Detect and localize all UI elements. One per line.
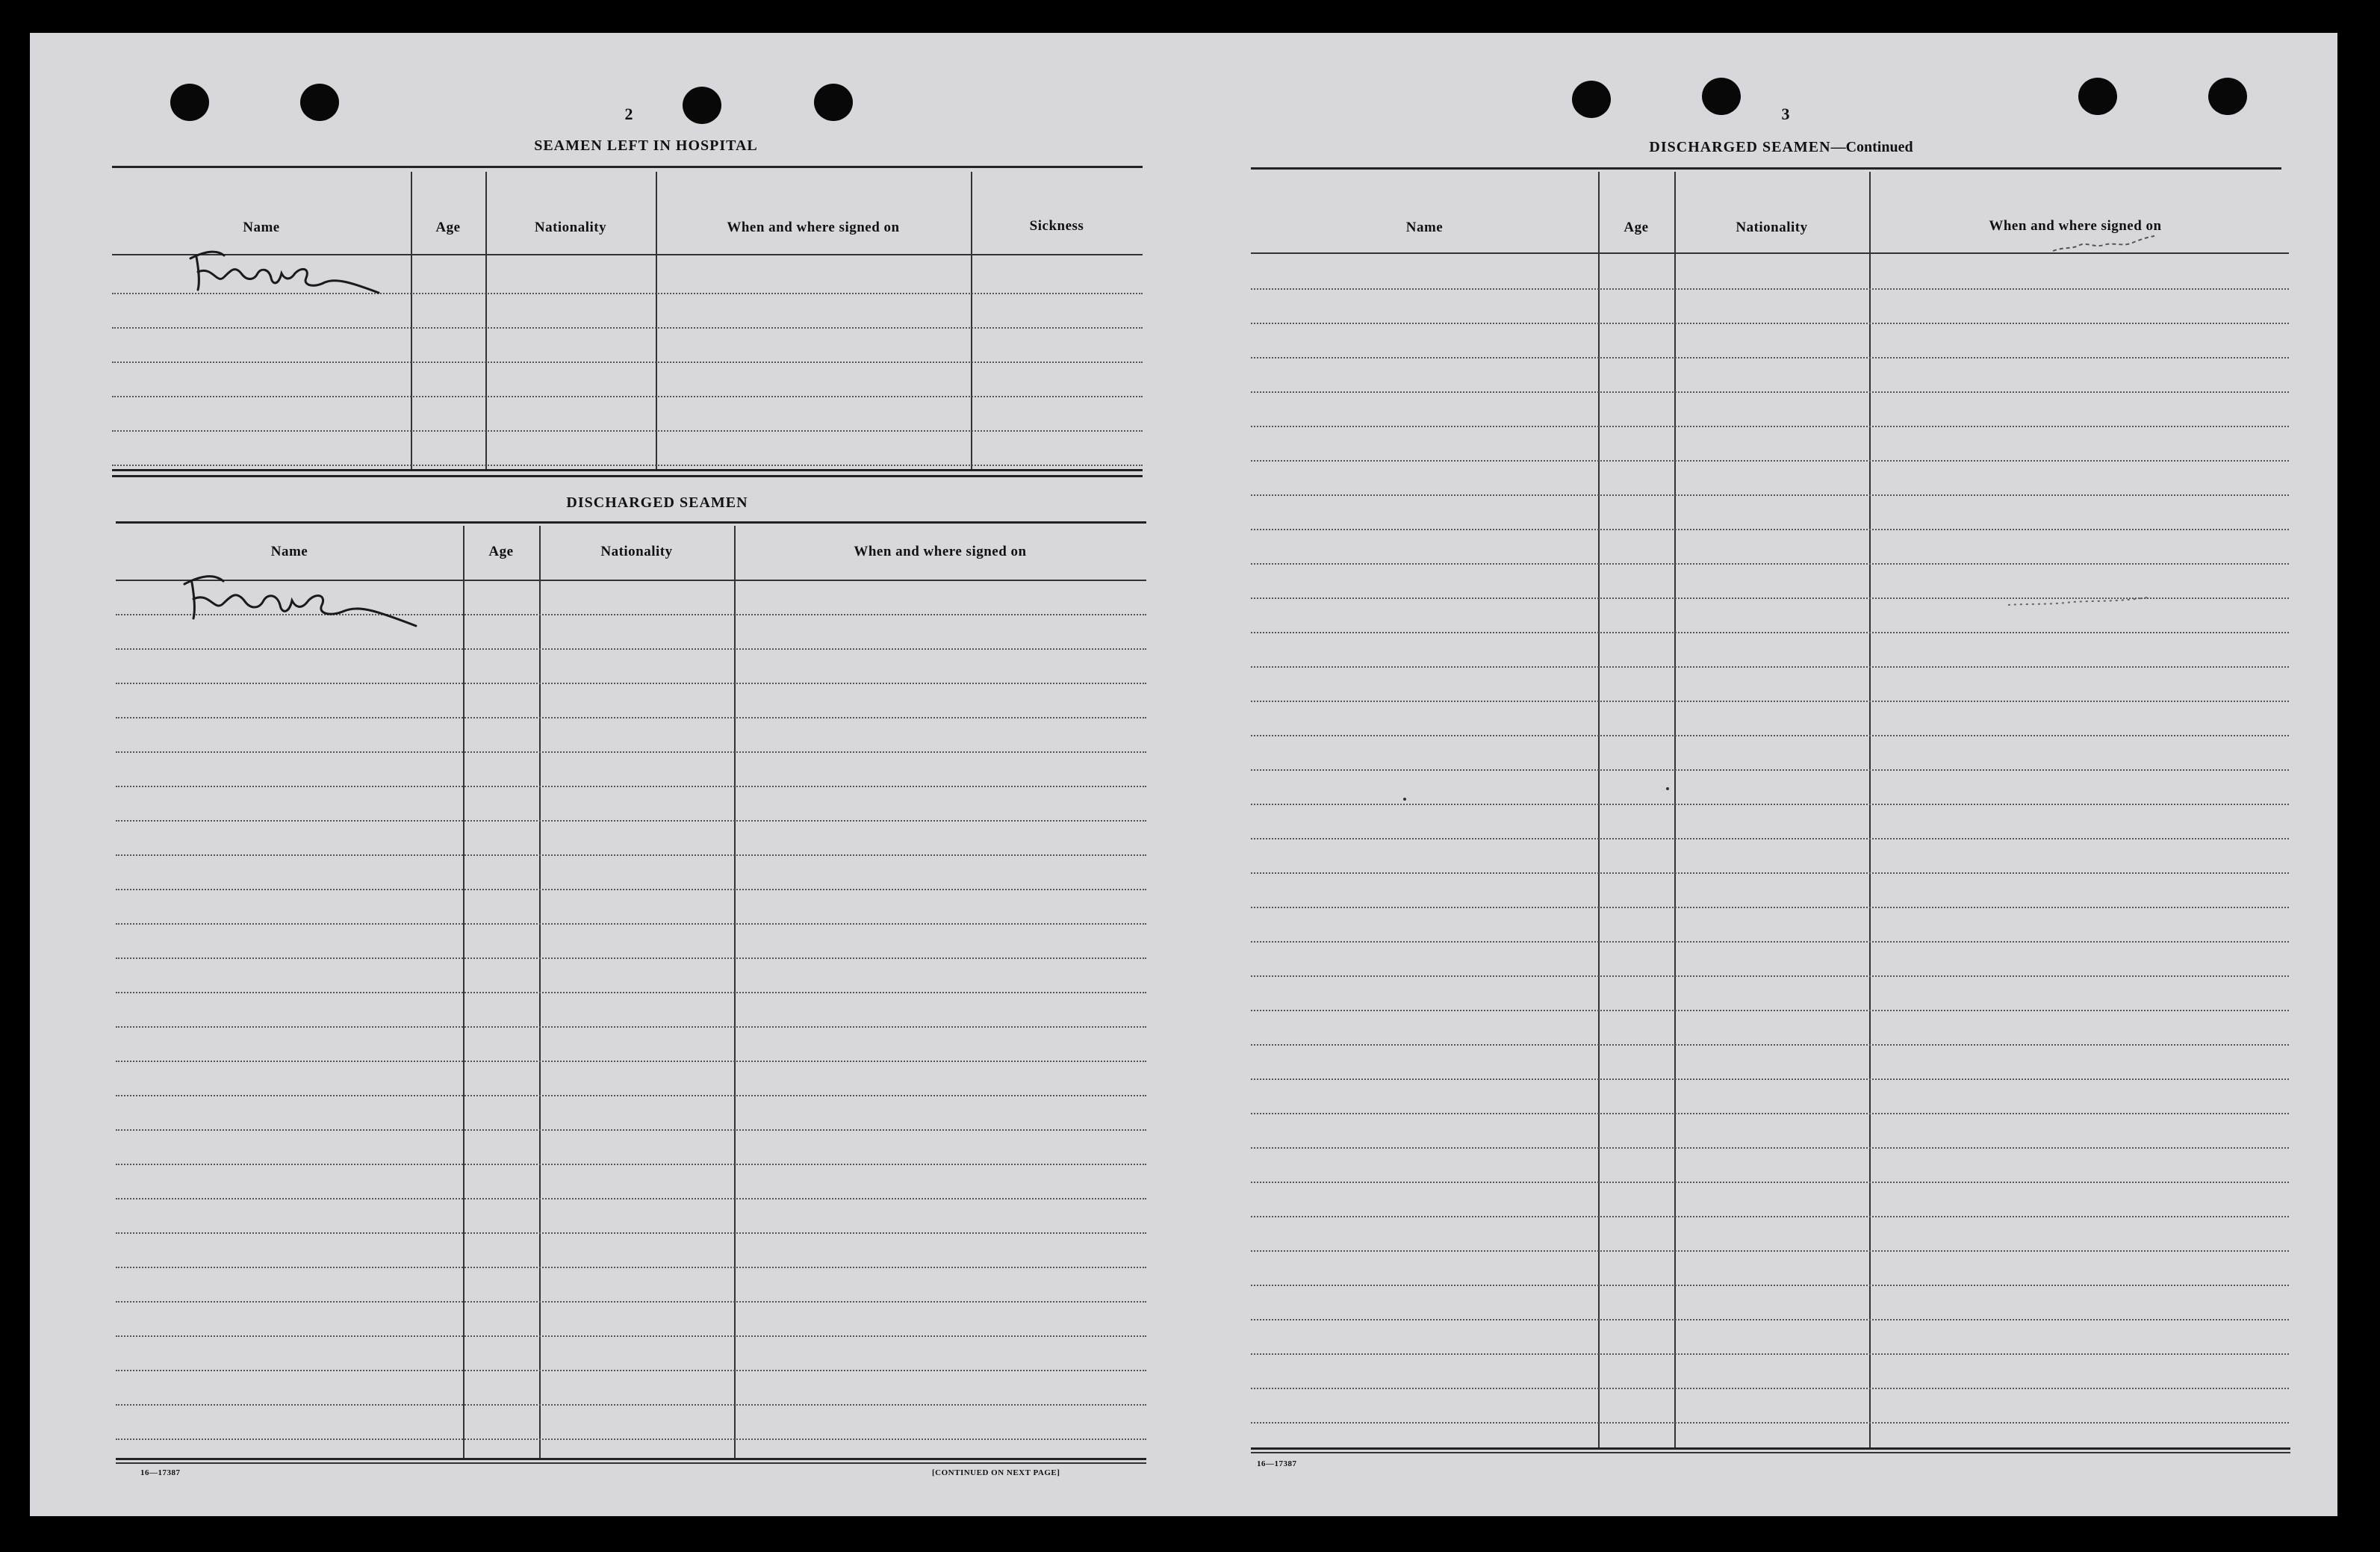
section-title-hospital: SEAMEN LEFT IN HOSPITAL (534, 137, 758, 154)
scanned-document-sheet (30, 33, 2337, 1516)
punch-hole-icon (683, 87, 721, 124)
table-row (1251, 391, 2289, 393)
column-header-name: Name (243, 220, 280, 235)
table-bottom-rule (1251, 1447, 2290, 1450)
table-row (116, 648, 1146, 650)
stray-mark (1666, 787, 1669, 790)
hospital-table (112, 172, 1143, 471)
punch-hole-icon (1572, 81, 1611, 118)
table-row (1251, 1182, 2289, 1183)
table-row (116, 1232, 1146, 1234)
table-row (116, 854, 1146, 856)
table-row (116, 1026, 1146, 1028)
table-row (116, 786, 1146, 787)
table-row (1251, 1010, 2289, 1011)
table-row (1251, 529, 2289, 530)
column-header-nationality: Nationality (534, 220, 607, 235)
table-row (1251, 1285, 2289, 1286)
handwritten-entry (175, 568, 429, 635)
table-row (116, 923, 1146, 925)
handwritten-entry-text: None (183, 243, 185, 244)
table-row (1251, 1353, 2289, 1355)
table-row (116, 1301, 1146, 1303)
form-number: 16—17387 (1257, 1459, 1297, 1468)
table-row (1251, 1147, 2289, 1149)
table-row (116, 1404, 1146, 1406)
table-row (1251, 1250, 2289, 1252)
table-row (112, 327, 1143, 329)
table-row (1251, 1422, 2289, 1424)
table-bottom-rule (1251, 1452, 2290, 1453)
punch-hole-icon (300, 84, 339, 121)
table-row (1251, 838, 2289, 839)
table-row (1251, 1216, 2289, 1217)
column-header-age: Age (435, 220, 461, 235)
punch-hole-icon (814, 84, 853, 121)
right-page (1184, 33, 2337, 1516)
table-row (116, 1198, 1146, 1199)
table-row (1251, 1044, 2289, 1046)
table-row (112, 430, 1143, 432)
section-title-discharged-continued (1572, 139, 1990, 156)
table-row (116, 683, 1146, 684)
table-row (116, 992, 1146, 993)
table-row (116, 1267, 1146, 1268)
discharged-continued-table (1251, 172, 2289, 1449)
punch-hole-icon (2078, 78, 2117, 115)
section-title-discharged (448, 463, 866, 511)
table-row (1251, 666, 2289, 668)
faint-mark-icon (2005, 586, 2154, 615)
form-number: 16—17387 (140, 1468, 181, 1477)
table-row (1251, 975, 2289, 977)
column-header-nationality: Nationality (600, 544, 673, 559)
column-header-when-where: When and where signed on (727, 220, 900, 235)
faint-mark-icon (2050, 229, 2162, 258)
table-row (116, 820, 1146, 822)
table-bottom-rule (116, 1458, 1146, 1460)
table-row (1251, 941, 2289, 943)
table-row (1251, 804, 2289, 805)
table-row (116, 1438, 1146, 1440)
table-row (116, 889, 1146, 890)
column-divider (971, 172, 972, 471)
table-row (116, 751, 1146, 753)
table-row (1251, 288, 2289, 290)
table-row (116, 1095, 1146, 1096)
section-title-discharged-text: DISCHARGED SEAMEN (1649, 139, 1831, 155)
page-number: 3 (1781, 105, 1790, 123)
table-row (116, 717, 1146, 718)
table-row (1251, 323, 2289, 324)
punch-hole-icon (1702, 78, 1741, 115)
table-row (1251, 701, 2289, 702)
table-row (1251, 563, 2289, 565)
table-row (1251, 769, 2289, 771)
table-row (1251, 1113, 2289, 1114)
continued-note: [CONTINUED ON NEXT PAGE] (932, 1468, 1060, 1477)
table-row (112, 361, 1143, 363)
table-top-rule (1251, 167, 2281, 170)
section-title-suffix: —Continued (1830, 139, 1913, 155)
table-row (1251, 1319, 2289, 1320)
table-row (116, 1129, 1146, 1131)
discharged-table (116, 526, 1146, 1459)
column-divider (1598, 172, 1600, 1449)
handwritten-entry (183, 243, 385, 303)
column-divider (656, 172, 657, 471)
table-row (1251, 1078, 2289, 1080)
table-row (112, 396, 1143, 397)
column-header-age: Age (488, 544, 514, 559)
punch-hole-icon (2208, 78, 2247, 115)
table-row (1251, 1388, 2289, 1389)
column-divider (1869, 172, 1871, 1449)
stray-mark (1403, 798, 1406, 801)
column-divider (411, 172, 412, 471)
column-divider (1674, 172, 1676, 1449)
section-title-discharged-text: DISCHARGED SEAMEN (566, 494, 748, 511)
table-row (1251, 494, 2289, 496)
page-number: 2 (624, 105, 633, 123)
table-row (1251, 426, 2289, 427)
table-row (116, 1061, 1146, 1062)
table-top-rule (112, 166, 1143, 168)
table-row (116, 1370, 1146, 1371)
table-bottom-rule (116, 1462, 1146, 1464)
table-row (1251, 907, 2289, 908)
table-row (1251, 460, 2289, 462)
table-row (1251, 735, 2289, 736)
column-header-sickness: Sickness (1029, 218, 1084, 234)
table-row (116, 1335, 1146, 1337)
table-row (1251, 357, 2289, 358)
punch-hole-icon (170, 84, 209, 121)
left-page (30, 33, 1184, 1516)
table-row (1251, 632, 2289, 633)
column-header-nationality: Nationality (1736, 220, 1808, 235)
table-row (116, 957, 1146, 959)
column-header-age: Age (1624, 220, 1649, 235)
table-top-rule (116, 521, 1146, 524)
column-header-when-where: When and where signed on (1989, 218, 2162, 234)
table-row (116, 1164, 1146, 1165)
column-header-name: Name (270, 544, 308, 559)
column-divider (485, 172, 487, 471)
column-header-name: Name (1405, 220, 1444, 235)
table-row (1251, 872, 2289, 874)
column-header-when-where: When and where signed on (854, 544, 1027, 559)
